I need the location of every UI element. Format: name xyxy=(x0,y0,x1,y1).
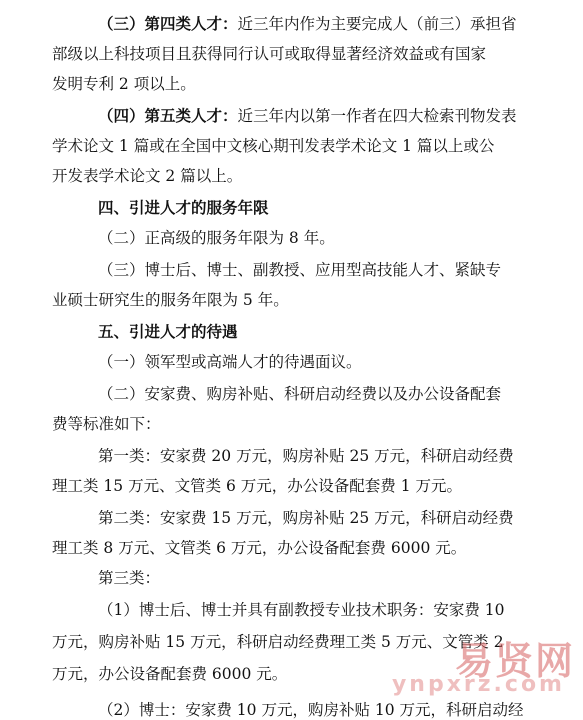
para-7-line-2: 理工类 15 万元、文管类 6 万元，办公设备配套费 1 万元。 xyxy=(52,477,463,495)
category-4-label: （三）第四类人才： xyxy=(98,15,238,33)
para-10-line-1: （1）博士后、博士并具有副教授专业技术职务：安家费 10 xyxy=(98,601,505,619)
para-10-line-2: 万元，购房补贴 15 万元，科研启动经费理工类 5 万元、文管类 2 xyxy=(52,633,504,651)
para-5: （一）领军型或高端人才的待遇面议。 xyxy=(98,353,362,371)
para-8-line-2: 理工类 8 万元、文管类 6 万元，办公设备配套费 6000 元。 xyxy=(52,539,467,557)
watermark-url-text: ynpxrz.com xyxy=(391,672,565,697)
para-11: （2）博士：安家费 10 万元，购房补贴 10 万元，科研启动经 xyxy=(98,701,524,719)
para-1-line-3: 发明专利 2 项以上。 xyxy=(52,75,196,93)
para-7-line-1: 第一类：安家费 20 万元，购房补贴 25 万元，科研启动经费 xyxy=(98,447,514,465)
watermark-main-text: 易贤网 xyxy=(454,639,575,683)
para-10-line-3: 万元，办公设备配套费 6000 元。 xyxy=(52,665,288,683)
para-6-line-1: （二）安家费、购房补贴、科研启动经费以及办公设备配套 xyxy=(98,385,502,403)
para-8-line-1: 第二类：安家费 15 万元，购房补贴 25 万元，科研启动经费 xyxy=(98,509,514,527)
para-4-line-2: 业硕士研究生的服务年限为 5 年。 xyxy=(52,291,289,309)
section-heading-benefits: 五、引进人才的待遇 xyxy=(98,323,238,341)
para-2-line-2: 学术论文 1 篇或在全国中文核心期刊发表学术论文 1 篇以上或公 xyxy=(52,137,495,155)
para-4-line-1: （三）博士后、博士、副教授、应用型高技能人才、紧缺专 xyxy=(98,261,502,279)
para-3: （二）正高级的服务年限为 8 年。 xyxy=(98,229,335,247)
category-5-label: （四）第五类人才： xyxy=(98,107,238,125)
para-1-line-2: 部级以上科技项目且获得同行认可或取得显著经济效益或有国家 xyxy=(52,45,487,63)
section-heading-service-term: 四、引进人才的服务年限 xyxy=(98,199,269,217)
para-6-line-2: 费等标准如下： xyxy=(52,415,161,433)
para-2-line-1: （四）第五类人才：近三年内以第一作者在四大检索刊物发表 xyxy=(98,107,517,125)
para-2-line-3: 开发表学术论文 2 篇以上。 xyxy=(52,167,243,185)
para-9: 第三类： xyxy=(98,569,161,587)
para-1-line-1: （三）第四类人才：近三年内作为主要完成人（前三）承担省 xyxy=(98,15,517,33)
